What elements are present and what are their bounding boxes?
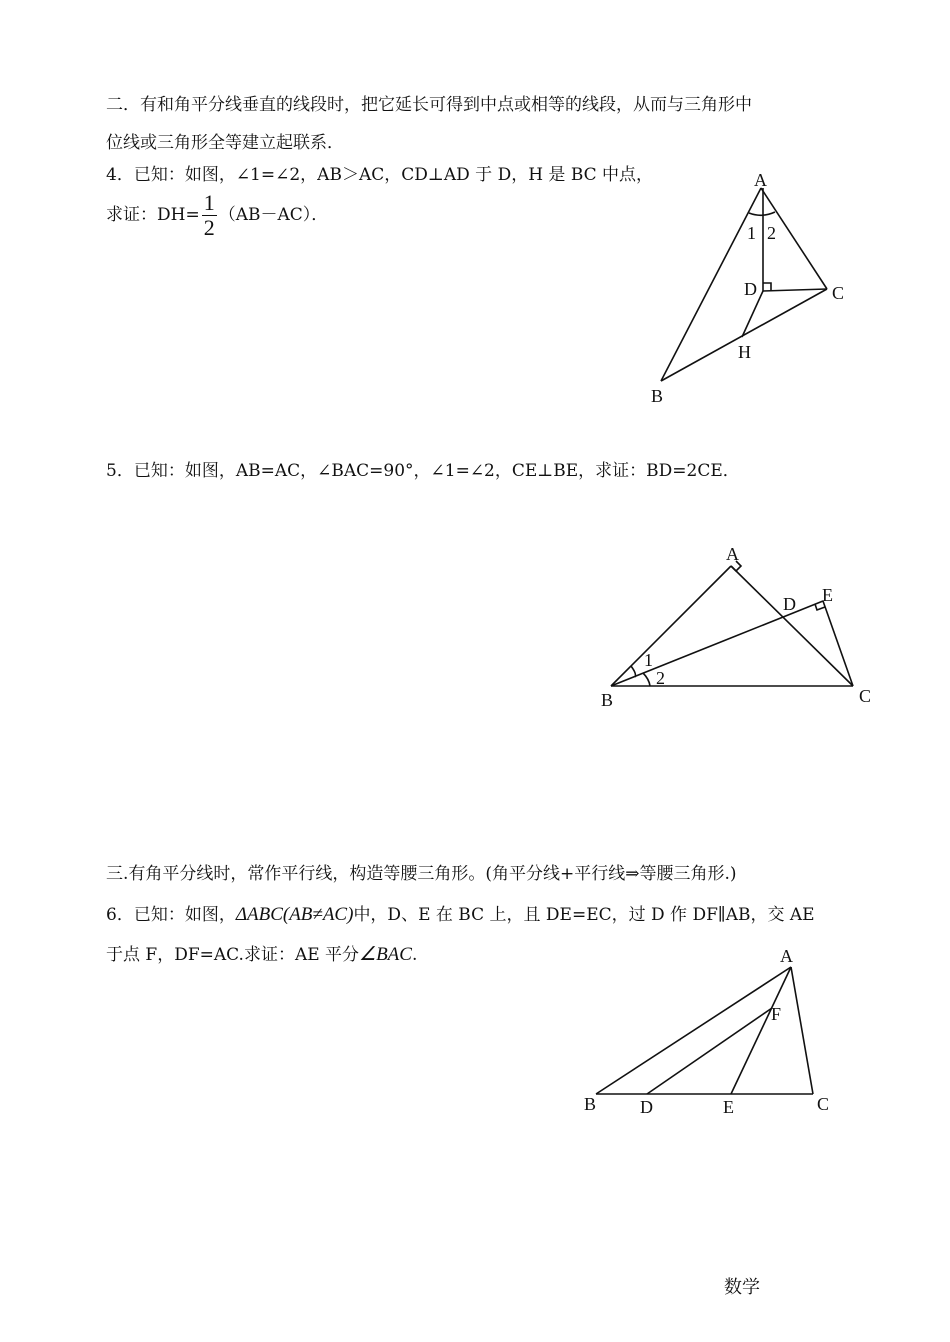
fig5-label-E: E [822,585,833,605]
fig5-label-B: B [601,690,614,710]
fig5-label-C: C [859,686,872,706]
fig4-label-angle1: 1 [747,223,756,243]
problem6-line2-prefix: 于点 F，DF=AC.求证：AE 平分 [106,945,360,965]
section2-heading-line2: 位线或三角形全等建立起联系． [106,133,344,153]
fig5-label-angle2: 2 [656,668,665,688]
fig6-label-B: B [584,1094,597,1114]
fig4-label-C: C [832,283,845,303]
problem6-line1-prefix: 6．已知：如图， [106,905,236,925]
fig5-angle-arc-1 [631,666,636,677]
fig6-label-A: A [780,946,793,966]
fig4-segment-BC [661,289,827,381]
fig4-label-H: H [738,342,751,362]
fig6-label-D: D [640,1097,653,1117]
fraction-numerator: 1 [203,190,215,215]
problem6-triangle-math: ΔABC(AB≠AC) [235,904,354,925]
problem6-line2-suffix: . [411,945,418,965]
footer-subject: 数学 [724,1277,760,1298]
fig4-angle-arc [749,212,775,215]
section3-heading: 三.有角平分线时，常作平行线，构造等腰三角形。(角平分线+平行线⇒等腰三角形.) [106,864,737,884]
fig6-label-E: E [723,1097,734,1117]
fig5-angle-arc-2 [643,673,650,686]
fig5-segment-AC [731,566,853,686]
fig4-right-angle-mark [763,283,771,291]
section2-heading-line1: 二．有和角平分线垂直的线段时，把它延长可得到中点或相等的线段，从而与三角形中 [106,95,752,115]
fig5-label-A: A [726,544,739,564]
problem4-goal-prefix: 求证：DH= [106,205,200,225]
fraction-denominator: 2 [203,215,215,240]
fig6-label-F: F [771,1004,782,1024]
fig5-segment-EC [823,601,853,686]
fig4-label-B: B [651,386,664,406]
problem6-angle-math: ∠BAC [359,944,412,965]
fig4-label-D: D [744,279,757,299]
problem5-statement: 5．已知：如图，AB=AC，∠BAC=90°，∠1=∠2，CE⊥BE，求证：BD=2CE． [106,461,740,481]
fig5-label-angle1: 1 [644,650,653,670]
problem4-goal-suffix: （AB－AC）． [218,205,329,225]
fig5-label-D: D [783,594,796,614]
figure-5 [601,544,871,710]
fig4-segment-DC [763,289,827,291]
fig4-label-A: A [754,170,767,190]
figure-6 [584,946,829,1117]
problem4-statement: 4．已知：如图，∠1=∠2，AB＞AC，CD⊥AD 于 D，H 是 BC 中点， [106,165,654,185]
figure-4 [651,170,844,406]
fig5-segment-AB [611,566,731,686]
problem6-line1-suffix: 中，D、E 在 BC 上，且 DE=EC，过 D 作 DF∥AB，交 AE [353,905,815,925]
fig4-label-angle2: 2 [767,223,776,243]
fig6-label-C: C [817,1094,830,1114]
fig6-segment-AC [791,967,813,1094]
